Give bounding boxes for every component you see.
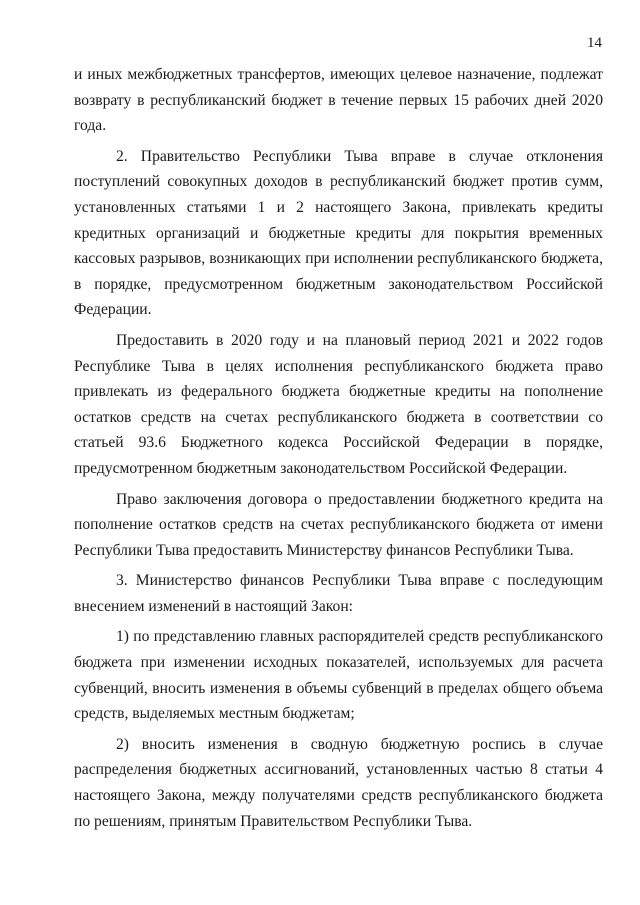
paragraph-credit-agreement: Право заключения договора о предоставлении бюджетного кредита на пополнение остатков средств на счетах республиканского бюджета от имени Республики Тыва предоставить Министерству финансов Республики Тыва. (74, 490, 603, 559)
paragraph-subitem-1: 1) по представлению главных распорядителей средств республиканского бюджета при изменении исходных показателей, используемых для расчета субвенций, вносить изменения в объемы субвенций в пределах общего объема средств, выделяемых местным бюджетам; (74, 628, 603, 723)
document-body (74, 62, 603, 839)
paragraph-continuation: и иных межбюджетных трансфертов, имеющих целевое назначение, подлежат возврату в республиканский бюджет в течение первых 15 рабочих дней 2020 года. (74, 66, 603, 135)
paragraph-item-2: 2. Правительство Республики Тыва вправе в случае отклонения поступлений совокупных доходов в республиканский бюджет против сумм, установленных статьями 1 и 2 настоящего Закона, привлекать кредиты кредитных организаций и бюджетные кредиты для покрытия временных кассовых разрывов, возникающих при исполнении республиканского бюджета, в порядке, предусмотренном бюджетным законодательством Российской Федерации. (74, 147, 603, 319)
page-number: 14 (587, 35, 602, 51)
paragraph-item-3: 3. Министерство финансов Республики Тыва вправе с последующим внесением изменений в настоящий Закон: (74, 572, 603, 615)
paragraph-subitem-2: 2) вносить изменения в сводную бюджетную роспись в случае распределения бюджетных ассигнований, установленных частью 8 статьи 4 настоящего Закона, между получателями средств республиканского бюджета по решениям, принятым Правительством Республики Тыва. (74, 735, 603, 830)
paragraph-budget-credits: Предоставить в 2020 году и на плановый период 2021 и 2022 годов Республике Тыва в целях исполнения республиканского бюджета право привлекать из федерального бюджета бюджетные кредиты на пополнение остатков средств на счетах республиканского бюджета в соответствии со статьей 93.6 Бюджетного кодекса Российской Федерации в порядке, предусмотренном бюджетным законодательством Российской Федерации. (74, 331, 603, 477)
